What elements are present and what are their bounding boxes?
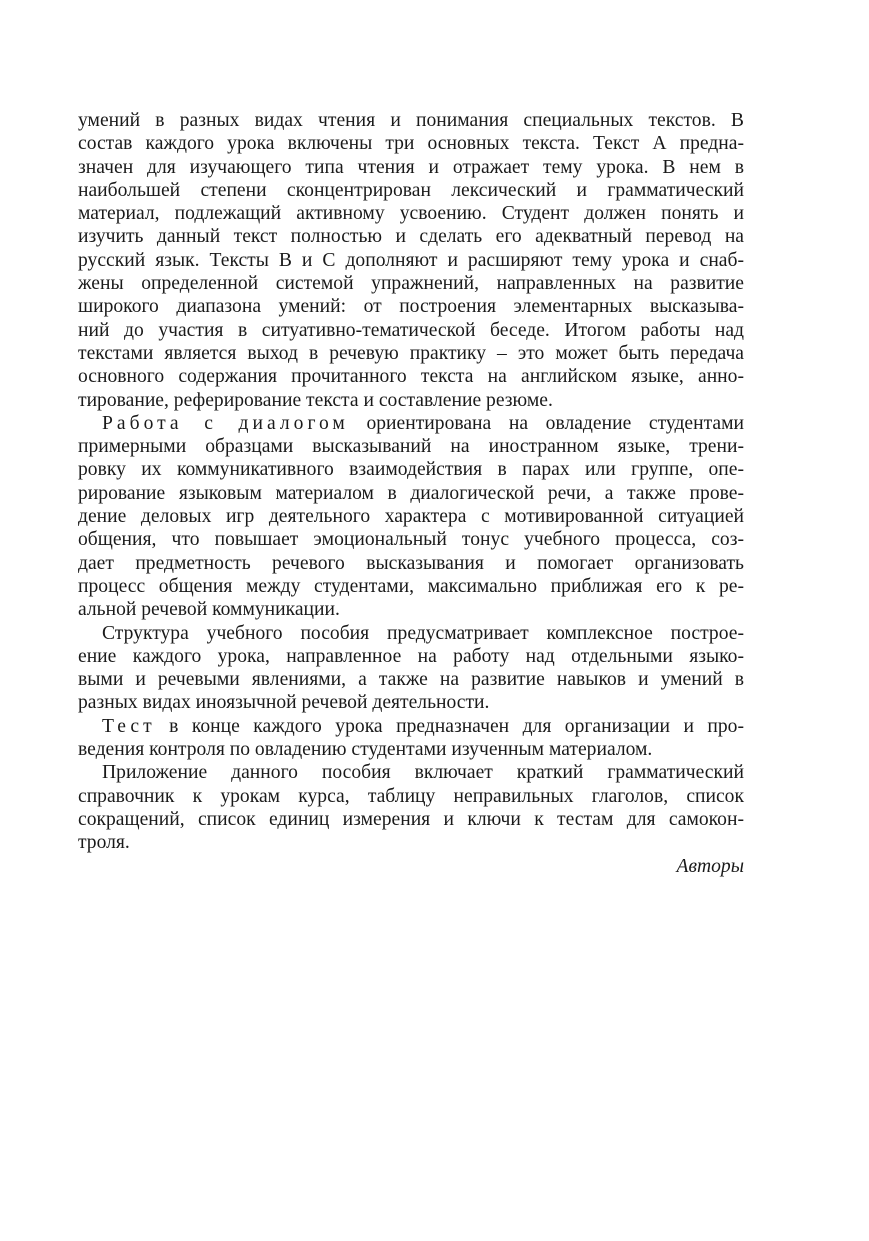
line-continuation: в конце каждого урока предназначен для организации и про- [155,715,744,737]
text-line: процесс общения между студентами, максимально приближая его к ре- [78,575,744,597]
text-line: жены определенной системой упражнений, направленных на развитие [78,273,744,295]
paragraph-appendix [78,761,744,854]
spaced-heading: Тест [102,715,156,737]
text-line [78,412,744,435]
text-line: ний до участия в ситуативно-тематической беседе. Итогом работы над [78,319,744,341]
text-line: примерными образцами высказываний на иностранном языке, трени- [78,436,744,458]
text-line: тирование, реферирование текста и составление резюме. [78,389,553,411]
text-line: рирование языковым материалом в диалогической речи, а также прове- [78,482,744,504]
text-line: русский язык. Тексты В и С дополняют и расширяют тему урока и снаб- [78,249,744,271]
text-line: альной речевой коммуникации. [78,599,340,621]
text-line: дает предметность речевого высказывания и помогает организовать [78,552,744,574]
paragraph-dialogue [78,412,744,622]
text-line: ровку их коммуникативного взаимодействия в парах или группе, опе- [78,459,744,481]
paragraph-reading-skills [78,109,744,412]
text-line: Структура учебного пособия предусматривает комплексное построе- [102,622,744,644]
text-line: наибольшей степени сконцентрирован лексический и грамматический [78,179,744,201]
authors-signature: Авторы [676,855,744,877]
paragraph-structure [78,622,744,715]
text-line: состав каждого урока включены три основных текста. Текст А предна- [78,133,744,155]
text-line: ведения контроля по овладению студентами изученным материалом. [78,739,653,761]
text-line: умений в разных видах чтения и понимания специальных текстов. В [78,110,744,131]
paragraph-test [78,715,744,762]
text-line: широкого диапазона умений: от построения элементарных высказыва- [78,296,744,318]
text-line: ение каждого урока, направленное на работу над отдельными языко- [78,645,744,667]
text-line: изучить данный текст полностью и сделать его адекватный перевод на [78,226,744,248]
text-line: текстами является выход в речевую практику – это может быть передача [78,342,744,364]
text-line: дение деловых игр деятельного характера с мотивированной ситуацией [78,506,744,528]
text-line [78,715,744,738]
document-page [78,109,744,878]
text-line: сокращений, список единиц измерения и ключи к тестам для самокон- [78,808,744,830]
text-line: Приложение данного пособия включает краткий грамматический [102,762,744,784]
text-line: основного содержания прочитанного текста на английском языке, анно- [78,366,744,388]
line-continuation: ориентирована на овладение студентами [348,412,744,434]
text-line: общения, что повышает эмоциональный тонус учебного процесса, соз- [78,529,744,551]
text-line: значен для изучающего типа чтения и отражает тему урока. В нем в [78,156,744,178]
text-line: материал, подлежащий активному усвоению. Студент должен понять и [78,203,744,225]
text-line: троля. [78,832,130,854]
spaced-heading: Работа с диалогом [102,412,349,434]
text-line: выми и речевыми явлениями, а также на развитие навыков и умений в [78,669,744,691]
text-line: разных видах иноязычной речевой деятельности. [78,692,490,714]
text-line: справочник к урокам курса, таблицу неправильных глаголов, список [78,785,744,807]
